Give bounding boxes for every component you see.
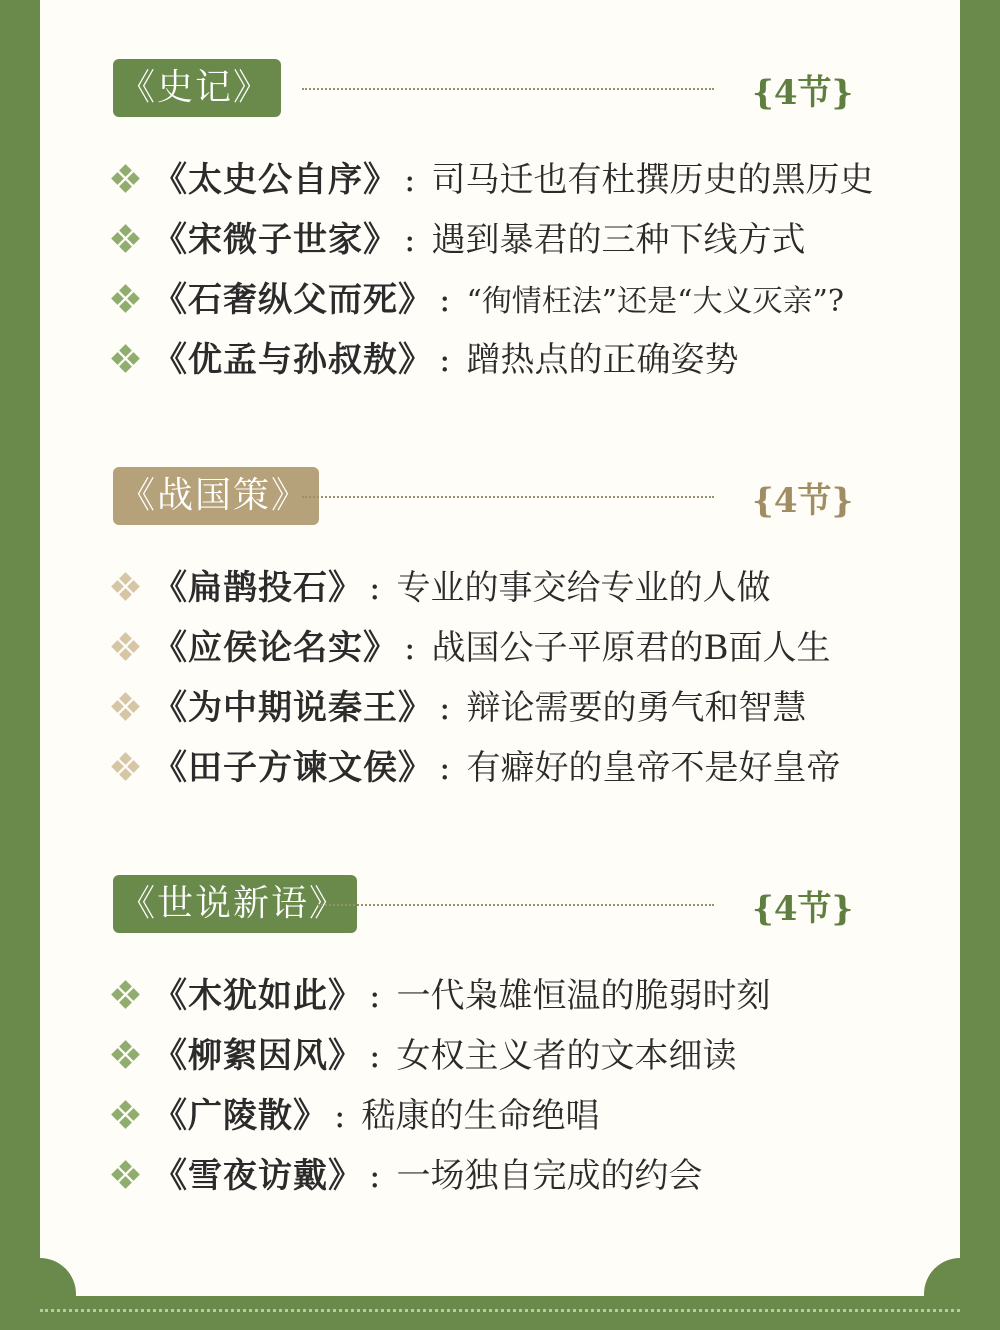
item-title: 《木犹如此》 [153,976,363,1016]
list-item [113,683,806,733]
list-item [113,215,805,265]
item-description: 嵇康的生命绝唱 [361,1096,600,1136]
item-separator: : [334,1096,346,1136]
diamond-bullet-icon [113,346,139,372]
paper-corner-left [4,1258,76,1330]
item-separator: : [439,688,451,728]
item-separator: : [369,1156,381,1196]
item-description: 一代枭雄恒温的脆弱时刻 [396,976,771,1016]
diamond-bullet-icon [113,694,139,720]
diamond-bullet-icon [113,1042,139,1068]
item-separator: : [404,220,416,260]
item-description: “徇情枉法”还是“大义灭亲”? [466,284,844,319]
list-item [113,1031,736,1081]
item-title: 《优孟与孙叔敖》 [153,340,433,380]
diamond-bullet-icon [113,166,139,192]
diamond-bullet-icon [113,754,139,780]
lesson-count: {4节} [752,481,854,521]
diamond-bullet-icon [113,1162,139,1188]
item-title: 《石奢纵父而死》 [153,280,433,320]
item-separator: : [369,1036,381,1076]
diamond-bullet-icon [113,574,139,600]
item-title: 《太史公自序》 [153,160,398,200]
dotted-leader [302,496,714,498]
list-item [113,623,830,673]
item-separator: : [369,976,381,1016]
item-title: 《应侯论名实》 [153,628,398,668]
item-description: 司马迁也有杜撰历史的黑历史 [431,160,874,200]
item-separator: : [369,568,381,608]
diamond-bullet-icon [113,1102,139,1128]
item-title: 《柳絮因风》 [153,1036,363,1076]
item-separator: : [439,280,451,320]
lesson-count: {4节} [752,889,854,929]
list-item [113,1151,702,1201]
diamond-bullet-icon [113,634,139,660]
item-separator: : [404,160,416,200]
list-item [113,335,738,385]
diamond-bullet-icon [113,982,139,1008]
section-tag: 《战国策》 [113,467,319,525]
section-tag: 《史记》 [113,59,281,117]
lesson-count: {4节} [752,73,854,113]
item-title: 《田子方谏文侯》 [153,748,433,788]
item-separator: : [404,628,416,668]
item-separator: : [439,340,451,380]
list-item [113,971,770,1021]
item-description: 女权主义者的文本细读 [396,1036,737,1076]
list-item [113,275,844,325]
item-description: 蹭热点的正确姿势 [466,340,739,380]
item-description: 一场独自完成的约会 [396,1156,703,1196]
list-item [113,155,873,205]
diamond-bullet-icon [113,226,139,252]
item-title: 《为中期说秦王》 [153,688,433,728]
dotted-leader [318,904,714,906]
item-separator: : [439,748,451,788]
item-title: 《广陵散》 [153,1096,328,1136]
section-tag: 《世说新语》 [113,875,357,933]
item-description: 专业的事交给专业的人做 [396,568,771,608]
list-item [113,1091,599,1141]
item-description: 有癖好的皇帝不是好皇帝 [466,748,841,788]
list-item [113,743,840,793]
item-title: 《雪夜访戴》 [153,1156,363,1196]
dotted-leader [302,88,714,90]
diamond-bullet-icon [113,286,139,312]
item-description: 遇到暴君的三种下线方式 [431,220,806,260]
item-title: 《扁鹊投石》 [153,568,363,608]
item-description: 战国公子平原君的B面人生 [431,628,831,668]
item-title: 《宋微子世家》 [153,220,398,260]
paper-corner-right [924,1258,996,1330]
item-description: 辩论需要的勇气和智慧 [466,688,807,728]
list-item [113,563,770,613]
